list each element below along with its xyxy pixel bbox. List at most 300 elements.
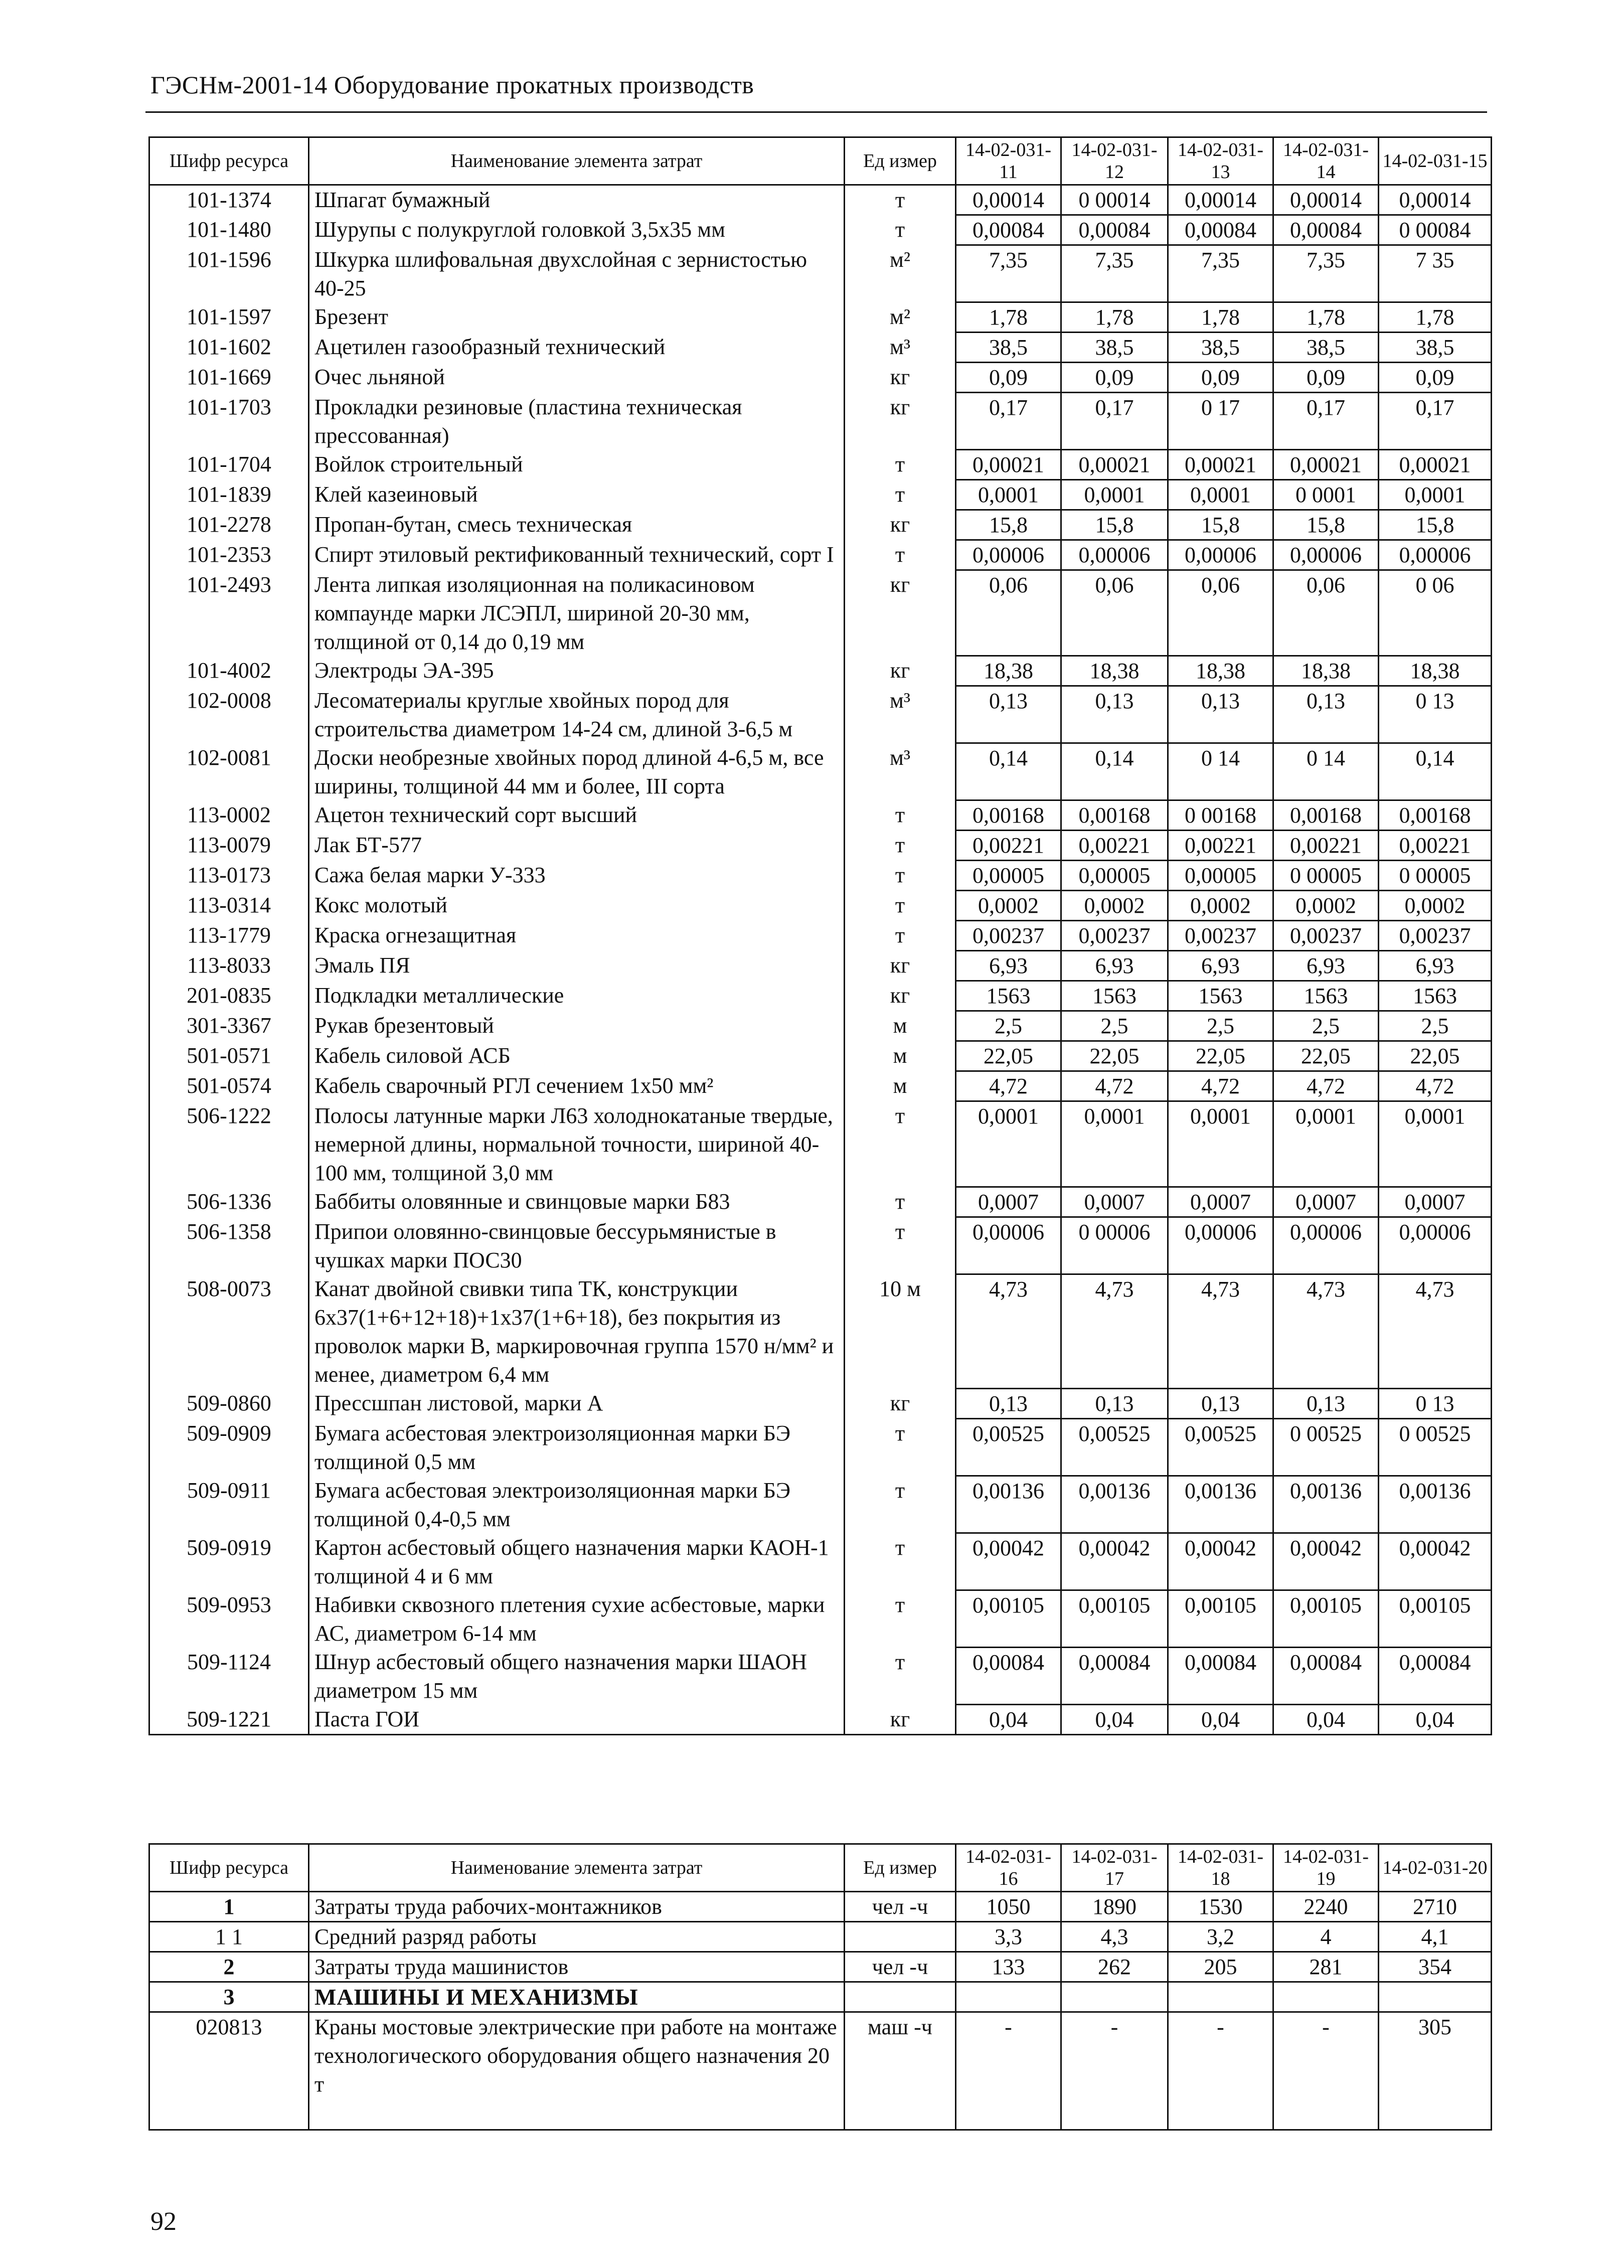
unit-of-measure: т: [845, 1217, 956, 1274]
norm-value: 0,00105: [1273, 1590, 1379, 1648]
table-row: [149, 215, 1492, 245]
resource-code: 509-1124: [149, 1648, 309, 1705]
cost-element-name: Сажа белая марки У-333: [309, 861, 845, 891]
cost-element-name: Клей казеиновый: [309, 480, 845, 510]
norm-value: 0,00221: [956, 831, 1061, 861]
norm-value: -: [1273, 2012, 1379, 2130]
cost-element-name: Шурупы с полукруглой головкой 3,5х35 мм: [309, 215, 845, 245]
table-row: [149, 800, 1492, 831]
norm-value: 22,05: [956, 1041, 1061, 1071]
norm-value: 0 00525: [1379, 1419, 1492, 1476]
unit-of-measure: т: [845, 921, 956, 951]
unit-of-measure: т: [845, 1419, 956, 1476]
table-row: [149, 656, 1492, 686]
column-header: 14-02-031-19: [1273, 1844, 1379, 1892]
unit-of-measure: чел -ч: [845, 1892, 956, 1922]
cost-element-name: Лента липкая изоляционная на поликасиновом компаунде марки ЛСЭПЛ, шириной 20-30 мм, толщиной от 0,14 до 0,19 мм: [309, 570, 845, 656]
column-header: Шифр ресурса: [149, 137, 309, 185]
norm-value: 0,06: [1168, 570, 1273, 656]
norm-value: 0,14: [956, 743, 1061, 800]
unit-of-measure: т: [845, 1533, 956, 1590]
cost-element-name: Брезент: [309, 302, 845, 333]
norm-value: 2,5: [1379, 1011, 1492, 1041]
norm-value: 1,78: [1168, 302, 1273, 333]
norm-value: 0,00005: [956, 861, 1061, 891]
norm-value: 0 17: [1168, 393, 1273, 450]
norm-value: 0,00006: [1168, 540, 1273, 570]
header-rule: [145, 111, 1487, 113]
norm-value: 0,0001: [1061, 1101, 1168, 1187]
norm-value: 0,00014: [1379, 185, 1492, 215]
norm-value: 0,00021: [1379, 450, 1492, 480]
table-row: [149, 245, 1492, 302]
norm-value: 0,00021: [1061, 450, 1168, 480]
cost-element-name: Шнур асбестовый общего назначения марки ШАОН диаметром 15 мм: [309, 1648, 845, 1705]
resource-code: 101-1596: [149, 245, 309, 302]
resource-code: 509-1221: [149, 1705, 309, 1735]
norm-value: 0,00006: [1168, 1217, 1273, 1274]
unit-of-measure: т: [845, 1187, 956, 1217]
unit-of-measure: кг: [845, 510, 956, 540]
norm-value: 0,00014: [956, 185, 1061, 215]
norm-value: 0,00136: [956, 1476, 1061, 1533]
norm-value: 4,72: [1168, 1071, 1273, 1101]
cost-element-name: Кабель силовой АСБ: [309, 1041, 845, 1071]
unit-of-measure: кг: [845, 570, 956, 656]
norm-value: 38,5: [1273, 333, 1379, 363]
norm-value: 0,13: [1273, 686, 1379, 743]
norm-value: 0,00525: [956, 1419, 1061, 1476]
norm-value: 0 00006: [1061, 1217, 1168, 1274]
cost-element-name: Бумага асбестовая электроизоляционная марки БЭ толщиной 0,5 мм: [309, 1419, 845, 1476]
norm-value: 0,0001: [1273, 1101, 1379, 1187]
cost-element-name: Шпагат бумажный: [309, 185, 845, 215]
norm-value: 0,0001: [1379, 480, 1492, 510]
resource-code: 1 1: [149, 1922, 309, 1952]
cost-element-name: Набивки сквозного плетения сухие асбестовые, марки АС, диаметром 6-14 мм: [309, 1590, 845, 1648]
resource-code: 101-2353: [149, 540, 309, 570]
norm-value: 0 0001: [1273, 480, 1379, 510]
resource-code: 101-1704: [149, 450, 309, 480]
norm-value: 0,00221: [1168, 831, 1273, 861]
column-header: 14-02-031-13: [1168, 137, 1273, 185]
resource-code: 101-1374: [149, 185, 309, 215]
cost-element-name: Прессшпан листовой, марки А: [309, 1389, 845, 1419]
column-header: 14-02-031-18: [1168, 1844, 1273, 1892]
resource-code: 113-1779: [149, 921, 309, 951]
norm-value: 0,09: [1061, 363, 1168, 393]
resource-code: 113-0173: [149, 861, 309, 891]
norm-value: 0,00525: [1061, 1419, 1168, 1476]
norm-value: 2,5: [1061, 1011, 1168, 1041]
column-header: Наименование элемента затрат: [309, 137, 845, 185]
norm-value: 4,72: [1273, 1071, 1379, 1101]
norm-value: 0,13: [956, 1389, 1061, 1419]
table-row: [149, 1952, 1492, 1982]
norm-value: 0,00014: [1273, 185, 1379, 215]
norm-value: 15,8: [1273, 510, 1379, 540]
resource-code: 2: [149, 1952, 309, 1982]
norm-value: 4: [1273, 1922, 1379, 1952]
norm-value: 0,00006: [1379, 540, 1492, 570]
norm-value: 0,00006: [1061, 540, 1168, 570]
column-header: 14-02-031-20: [1379, 1844, 1492, 1892]
norm-value: 3,3: [956, 1922, 1061, 1952]
cost-element-name: Ацетон технический сорт высший: [309, 800, 845, 831]
norm-value: 0,00136: [1273, 1476, 1379, 1533]
table-row: [149, 185, 1492, 215]
resource-code: 113-0002: [149, 800, 309, 831]
norm-value: 4,73: [1168, 1274, 1273, 1389]
resource-code: 101-1602: [149, 333, 309, 363]
norm-value: 22,05: [1061, 1041, 1168, 1071]
norm-value: [1061, 1982, 1168, 2012]
resource-code: 506-1358: [149, 1217, 309, 1274]
resource-code: 101-1480: [149, 215, 309, 245]
resource-code: 508-0073: [149, 1274, 309, 1389]
norm-value: 0,00021: [1273, 450, 1379, 480]
resource-code: 1: [149, 1892, 309, 1922]
norm-value: 0,00105: [1061, 1590, 1168, 1648]
norm-value: 0,00042: [1273, 1533, 1379, 1590]
norm-value: 0,00136: [1061, 1476, 1168, 1533]
norm-value: 0,00168: [1061, 800, 1168, 831]
norm-value: 6,93: [956, 951, 1061, 981]
norm-value: 1563: [1273, 981, 1379, 1011]
table-row: [149, 570, 1492, 656]
table-row: [149, 1011, 1492, 1041]
norm-value: 0,00221: [1273, 831, 1379, 861]
norm-value: 18,38: [1168, 656, 1273, 686]
norm-value: 1,78: [1273, 302, 1379, 333]
norm-value: 0,00105: [956, 1590, 1061, 1648]
unit-of-measure: т: [845, 215, 956, 245]
norm-value: 0,00084: [956, 215, 1061, 245]
table-row: [149, 1041, 1492, 1071]
resource-code: 101-1669: [149, 363, 309, 393]
norm-value: 133: [956, 1952, 1061, 1982]
table-row: [149, 540, 1492, 570]
norm-value: 0 00525: [1273, 1419, 1379, 1476]
unit-of-measure: кг: [845, 981, 956, 1011]
table-row: [149, 861, 1492, 891]
table-row: [149, 363, 1492, 393]
resource-code: 101-1597: [149, 302, 309, 333]
table-row: [149, 921, 1492, 951]
table-row: [149, 480, 1492, 510]
norm-value: 0,13: [1168, 686, 1273, 743]
norm-value: 0,00237: [956, 921, 1061, 951]
norm-value: 0,00042: [1168, 1533, 1273, 1590]
cost-element-name: Припои оловянно-свинцовые бессурьмянистые в чушках марки ПОС30: [309, 1217, 845, 1274]
norm-value: 0,0001: [1379, 1101, 1492, 1187]
unit-of-measure: м: [845, 1041, 956, 1071]
norm-value: 6,93: [1061, 951, 1168, 981]
page-title: ГЭСНм-2001-14 Оборудование прокатных производств: [150, 71, 754, 99]
table-row: [149, 686, 1492, 743]
norm-value: 6,93: [1273, 951, 1379, 981]
unit-of-measure: кг: [845, 1705, 956, 1735]
norm-value: 0 13: [1379, 686, 1492, 743]
norm-value: 0,00084: [1273, 1648, 1379, 1705]
norm-value: 0,00005: [1061, 861, 1168, 891]
norm-value: 0,00021: [956, 450, 1061, 480]
column-header: Наименование элемента затрат: [309, 1844, 845, 1892]
norm-value: 0,00105: [1168, 1590, 1273, 1648]
norm-value: 0 14: [1168, 743, 1273, 800]
norm-value: 0,00084: [1061, 215, 1168, 245]
unit-of-measure: т: [845, 800, 956, 831]
cost-element-name: Затраты труда машинистов: [309, 1952, 845, 1982]
norm-value: 6,93: [1379, 951, 1492, 981]
table-row: [149, 1705, 1492, 1735]
norm-value: 0,13: [1061, 686, 1168, 743]
table-row: [149, 1071, 1492, 1101]
cost-element-name: Лак БТ-577: [309, 831, 845, 861]
table-row: [149, 1419, 1492, 1476]
norm-value: 0,0007: [956, 1187, 1061, 1217]
resource-code: 101-2278: [149, 510, 309, 540]
norm-value: 0,00042: [1379, 1533, 1492, 1590]
resource-code: 102-0081: [149, 743, 309, 800]
cost-element-name: Канат двойной свивки типа ТК, конструкции 6х37(1+6+12+18)+1х37(1+6+18), без покрытия из проволок марки В, маркировочная группа 1570 н/мм² и менее, диаметром 6,4 мм: [309, 1274, 845, 1389]
resource-code: 113-8033: [149, 951, 309, 981]
norm-value: 0 00014: [1061, 185, 1168, 215]
norm-value: 0,09: [1168, 363, 1273, 393]
norm-value: 15,8: [1379, 510, 1492, 540]
norm-value: 205: [1168, 1952, 1273, 1982]
norm-value: 0 14: [1273, 743, 1379, 800]
norm-value: 0,00084: [1061, 1648, 1168, 1705]
norm-value: 0,0007: [1061, 1187, 1168, 1217]
cost-element-name: Паста ГОИ: [309, 1705, 845, 1735]
norm-value: 1563: [1379, 981, 1492, 1011]
table-row: [149, 1476, 1492, 1533]
cost-element-name: Краны мостовые электрические при работе на монтаже технологического оборудования общего назначения 20 т: [309, 2012, 845, 2130]
norm-value: 0,00006: [956, 540, 1061, 570]
unit-of-measure: маш -ч: [845, 2012, 956, 2130]
table-row: [149, 1389, 1492, 1419]
resource-code: 509-0919: [149, 1533, 309, 1590]
unit-of-measure: т: [845, 891, 956, 921]
norm-value: [1168, 1982, 1273, 2012]
norm-value: 7,35: [1273, 245, 1379, 302]
norm-value: 22,05: [1273, 1041, 1379, 1071]
cost-element-name: Пропан-бутан, смесь техническая: [309, 510, 845, 540]
column-header: 14-02-031-11: [956, 137, 1061, 185]
cost-element-name: Прокладки резиновые (пластина техническая прессованная): [309, 393, 845, 450]
norm-value: 18,38: [956, 656, 1061, 686]
table-row: [149, 510, 1492, 540]
norm-value: 354: [1379, 1952, 1492, 1982]
unit-of-measure: м: [845, 1011, 956, 1041]
unit-of-measure: т: [845, 1648, 956, 1705]
norm-value: 0,14: [1061, 743, 1168, 800]
table-row: [149, 2012, 1492, 2130]
norm-value: -: [1061, 2012, 1168, 2130]
norm-value: 0,04: [1273, 1705, 1379, 1735]
norm-value: 7,35: [1168, 245, 1273, 302]
norm-value: 1563: [1061, 981, 1168, 1011]
page-number: 92: [150, 2207, 177, 2236]
unit-of-measure: м³: [845, 686, 956, 743]
norm-value: 4,72: [1379, 1071, 1492, 1101]
norm-value: 0,13: [1273, 1389, 1379, 1419]
cost-element-name: Баббиты оловянные и свинцовые марки Б83: [309, 1187, 845, 1217]
norm-value: 15,8: [1061, 510, 1168, 540]
norm-value: 0,00042: [1061, 1533, 1168, 1590]
norm-value: 4,73: [1061, 1274, 1168, 1389]
norm-value: 0 00084: [1379, 215, 1492, 245]
norm-value: 4,73: [956, 1274, 1061, 1389]
norm-value: 0,00006: [1273, 1217, 1379, 1274]
norm-value: 0,00237: [1273, 921, 1379, 951]
norm-value: 7,35: [956, 245, 1061, 302]
norm-value: 0,00237: [1168, 921, 1273, 951]
table-row: [149, 951, 1492, 981]
norm-value: 0,04: [1061, 1705, 1168, 1735]
unit-of-measure: т: [845, 185, 956, 215]
norm-value: 0,06: [1061, 570, 1168, 656]
norm-value: 0,00084: [1273, 215, 1379, 245]
cost-element-name: Краска огнезащитная: [309, 921, 845, 951]
norm-value: 0,00168: [1273, 800, 1379, 831]
norm-value: 281: [1273, 1952, 1379, 1982]
resource-code: 101-1839: [149, 480, 309, 510]
table-row: [149, 743, 1492, 800]
norm-value: 2,5: [1168, 1011, 1273, 1041]
unit-of-measure: т: [845, 540, 956, 570]
norm-value: 0,0007: [1168, 1187, 1273, 1217]
norm-value: 0,00021: [1168, 450, 1273, 480]
table-row: [149, 1590, 1492, 1648]
column-header: Шифр ресурса: [149, 1844, 309, 1892]
cost-element-name: Лесоматериалы круглые хвойных пород для строительства диаметром 14-24 см, длиной 3-6,5 м: [309, 686, 845, 743]
resource-code: 201-0835: [149, 981, 309, 1011]
norm-value: 262: [1061, 1952, 1168, 1982]
resource-code: 102-0008: [149, 686, 309, 743]
norm-value: 22,05: [1168, 1041, 1273, 1071]
norm-value: 0,00006: [956, 1217, 1061, 1274]
table-row: [149, 1187, 1492, 1217]
norm-value: 18,38: [1061, 656, 1168, 686]
column-header: 14-02-031-17: [1061, 1844, 1168, 1892]
cost-element-name: Кабель сварочный РГЛ сечением 1х50 мм²: [309, 1071, 845, 1101]
norm-value: 0,00014: [1168, 185, 1273, 215]
unit-of-measure: [845, 1922, 956, 1952]
unit-of-measure: т: [845, 1101, 956, 1187]
norm-value: 0,00005: [1168, 861, 1273, 891]
unit-of-measure: т: [845, 1476, 956, 1533]
norm-value: 0 00168: [1168, 800, 1273, 831]
resource-code: 301-3367: [149, 1011, 309, 1041]
column-header: 14-02-031-14: [1273, 137, 1379, 185]
norm-value: 0,00221: [1061, 831, 1168, 861]
cost-element-name: Полосы латунные марки Л63 холоднокатаные твердые, немерной длины, нормальной точности, шириной 40-100 мм, толщиной 3,0 мм: [309, 1101, 845, 1187]
resource-code: 020813: [149, 2012, 309, 2130]
norm-value: 0,17: [1379, 393, 1492, 450]
cost-element-name: Ацетилен газообразный технический: [309, 333, 845, 363]
unit-of-measure: м²: [845, 245, 956, 302]
resource-code: 113-0314: [149, 891, 309, 921]
norm-value: 0,14: [1379, 743, 1492, 800]
table-header-row: [149, 137, 1492, 185]
norm-value: -: [1168, 2012, 1273, 2130]
unit-of-measure: кг: [845, 656, 956, 686]
norm-value: 0 06: [1379, 570, 1492, 656]
table-row: [149, 981, 1492, 1011]
table-row: [149, 450, 1492, 480]
table-row: [149, 891, 1492, 921]
resource-code: 501-0574: [149, 1071, 309, 1101]
norm-value: 0,00136: [1379, 1476, 1492, 1533]
unit-of-measure: [845, 1982, 956, 2012]
cost-element-name: Шкурка шлифовальная двухслойная с зернистостью 40-25: [309, 245, 845, 302]
cost-element-name: Эмаль ПЯ: [309, 951, 845, 981]
resource-code: 506-1222: [149, 1101, 309, 1187]
unit-of-measure: кг: [845, 393, 956, 450]
norm-value: 0,00525: [1168, 1419, 1273, 1476]
table-row: [149, 302, 1492, 333]
table-row: [149, 1217, 1492, 1274]
cost-element-name: Кокс молотый: [309, 891, 845, 921]
table-row: [149, 1982, 1492, 2012]
norm-value: 1,78: [956, 302, 1061, 333]
unit-of-measure: т: [845, 450, 956, 480]
norm-value: 305: [1379, 2012, 1492, 2130]
cost-element-name: Затраты труда рабочих-монтажников: [309, 1892, 845, 1922]
resource-code: 101-1703: [149, 393, 309, 450]
cost-element-name: Подкладки металлические: [309, 981, 845, 1011]
cost-element-name: Электроды ЭА-395: [309, 656, 845, 686]
unit-of-measure: кг: [845, 363, 956, 393]
norm-value: 0,00105: [1379, 1590, 1492, 1648]
resource-code: 101-2493: [149, 570, 309, 656]
norm-value: 4,1: [1379, 1922, 1492, 1952]
norm-value: 0,0001: [1168, 1101, 1273, 1187]
unit-of-measure: м³: [845, 333, 956, 363]
norm-value: 4,72: [956, 1071, 1061, 1101]
norm-value: 1890: [1061, 1892, 1168, 1922]
resource-code: 509-0909: [149, 1419, 309, 1476]
norm-value: 0,00168: [956, 800, 1061, 831]
norm-value: 7,35: [1061, 245, 1168, 302]
unit-of-measure: чел -ч: [845, 1952, 956, 1982]
norm-value: 0 13: [1379, 1389, 1492, 1419]
norm-value: 0,0001: [956, 1101, 1061, 1187]
norm-value: 38,5: [1061, 333, 1168, 363]
norm-value: 0,13: [1061, 1389, 1168, 1419]
norm-value: 0,00084: [956, 1648, 1061, 1705]
norm-value: 0,00084: [1379, 1648, 1492, 1705]
norm-value: 0,17: [956, 393, 1061, 450]
norm-value: 0,06: [1273, 570, 1379, 656]
norm-value: 0,0007: [1273, 1187, 1379, 1217]
unit-of-measure: т: [845, 480, 956, 510]
norm-value: 3,2: [1168, 1922, 1273, 1952]
resource-code: 3: [149, 1982, 309, 2012]
norm-value: 2240: [1273, 1892, 1379, 1922]
norm-value: 0,17: [1273, 393, 1379, 450]
norm-value: 38,5: [956, 333, 1061, 363]
unit-of-measure: т: [845, 1590, 956, 1648]
table-row: [149, 831, 1492, 861]
norm-value: 1,78: [1061, 302, 1168, 333]
norm-value: 0,0001: [1061, 480, 1168, 510]
norm-value: 0,00221: [1379, 831, 1492, 861]
norm-value: 4,3: [1061, 1922, 1168, 1952]
table-row: [149, 393, 1492, 450]
